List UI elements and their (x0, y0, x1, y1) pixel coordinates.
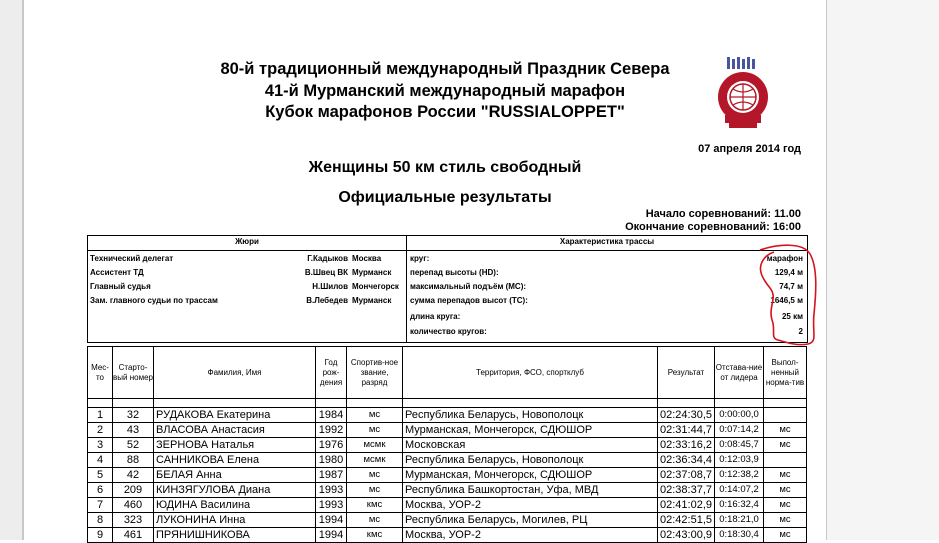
track-value: 2 (798, 327, 803, 336)
track-value: 74,7 м (779, 282, 803, 291)
jury-role: Главный судья (90, 282, 151, 291)
col-rank-header: Спортив-ное звание, разряд (347, 347, 403, 399)
track-value: 1646,5 м (770, 296, 803, 305)
jury-name: В.Лебедев (306, 296, 348, 305)
marathon-logo-icon (713, 57, 773, 131)
table-row: 3 52 ЗЕРНОВА Наталья 1976 мсмк Московская 02:33:16,2 0:08:45,7 мс (88, 438, 807, 453)
jury-role: Технический делегат (90, 254, 174, 263)
table-row: 2 43 ВЛАСОВА Анастасия 1992 мс Мурманская, Мончегорск, СДЮШОР 02:31:44,7 0:07:14,2 мс (88, 423, 807, 438)
track-value: марафон (766, 254, 803, 263)
page-edge-left (22, 0, 24, 540)
table-row: 4 88 САННИКОВА Елена 1980 мсмк Республика Беларусь, Новополоцк 02:36:34,4 0:12:03,9 (88, 453, 807, 468)
jury-name: В.Швец ВК (304, 268, 348, 277)
jury-role: Ассистент ТД (90, 268, 144, 277)
track-label: перепад высоты (HD): (410, 268, 499, 277)
col-name-header: Фамилия, Имя (154, 347, 316, 399)
jury-role: Зам. главного судьи по трассам (90, 296, 218, 305)
track-value: 129,4 м (774, 268, 803, 277)
jury-city: Мончегорск (352, 282, 399, 291)
event-title-line3: Кубок марафонов России "RUSSIALOPPET" (265, 103, 625, 121)
results-title: Официальные результаты (338, 189, 552, 206)
jury-city: Мурманск (352, 296, 392, 305)
table-row: 7 460 ЮДИНА Василина 1993 кмс Москва, УОР-2 02:41:02,9 0:16:32,4 мс (88, 498, 807, 513)
table-row: 5 42 БЕЛАЯ Анна 1987 мс Мурманская, Мончегорск, СДЮШОР 02:37:08,7 0:12:38,2 мс (88, 468, 807, 483)
jury-city: Мурманск (352, 268, 392, 277)
col-year-header: Год рож-дения (316, 347, 347, 399)
jury-and-track-box (87, 235, 808, 343)
table-row: 1 32 РУДАКОВА Екатерина 1984 мс Республика Беларусь, Новополоцк 02:24:30,5 0:00:00,0 (88, 408, 807, 423)
track-header: Характеристика трассы (559, 237, 655, 246)
start-time: Начало соревнований: 11.00 (645, 208, 801, 220)
track-label: количество кругов: (410, 327, 487, 336)
col-behind-header: Отстава-ние от лидера (715, 347, 764, 399)
results-table (87, 346, 807, 543)
track-value: 25 км (781, 312, 803, 321)
track-label: максимальный подъём (МС): (410, 282, 527, 291)
track-label: круг: (410, 254, 430, 263)
track-label: длина круга: (410, 312, 461, 321)
right-background (827, 0, 939, 540)
event-title-line1: 80-й традиционный международный Праздник Севера (220, 60, 670, 78)
end-time: Окончание соревнований: 16:00 (625, 221, 801, 233)
col-norm-header: Выпол-ненный норма-тив (764, 347, 807, 399)
jury-name: Г.Кадыков (307, 254, 348, 263)
col-territory-header: Территория, ФСО, спортклуб (403, 347, 658, 399)
event-title-line2: 41-й Мурманский международный марафон (264, 82, 626, 100)
event-category: Женщины 50 км стиль свободный (308, 159, 582, 176)
jury-header: Жюри (235, 237, 259, 246)
red-annotation-mark (748, 244, 818, 348)
document-date: 07 апреля 2014 год (698, 143, 801, 155)
track-label: сумма перепадов высот (ТС): (410, 296, 528, 305)
jury-name: Н.Шилов (312, 282, 348, 291)
col-bib-header: Старто-вый номер (113, 347, 154, 399)
table-row: 8 323 ЛУКОНИНА Инна 1994 мс Республика Беларусь, Могилев, РЦ 02:42:51,5 0:18:21,0 мс (88, 513, 807, 528)
left-background (0, 0, 22, 540)
col-result-header: Результат (658, 347, 715, 399)
jury-city: Москва (352, 254, 382, 263)
table-row: 9 461 ПРЯНИШНИКОВА 1994 кмс Москва, УОР-2 02:43:00,9 0:18:30,4 мс (88, 528, 807, 543)
competition-times (625, 208, 801, 234)
col-place-header: Мес-то (88, 347, 113, 399)
table-row: 6 209 КИНЗЯГУЛОВА Диана 1993 мс Республика Башкортостан, Уфа, МВД 02:38:37,7 0:14:07,2 мс (88, 483, 807, 498)
